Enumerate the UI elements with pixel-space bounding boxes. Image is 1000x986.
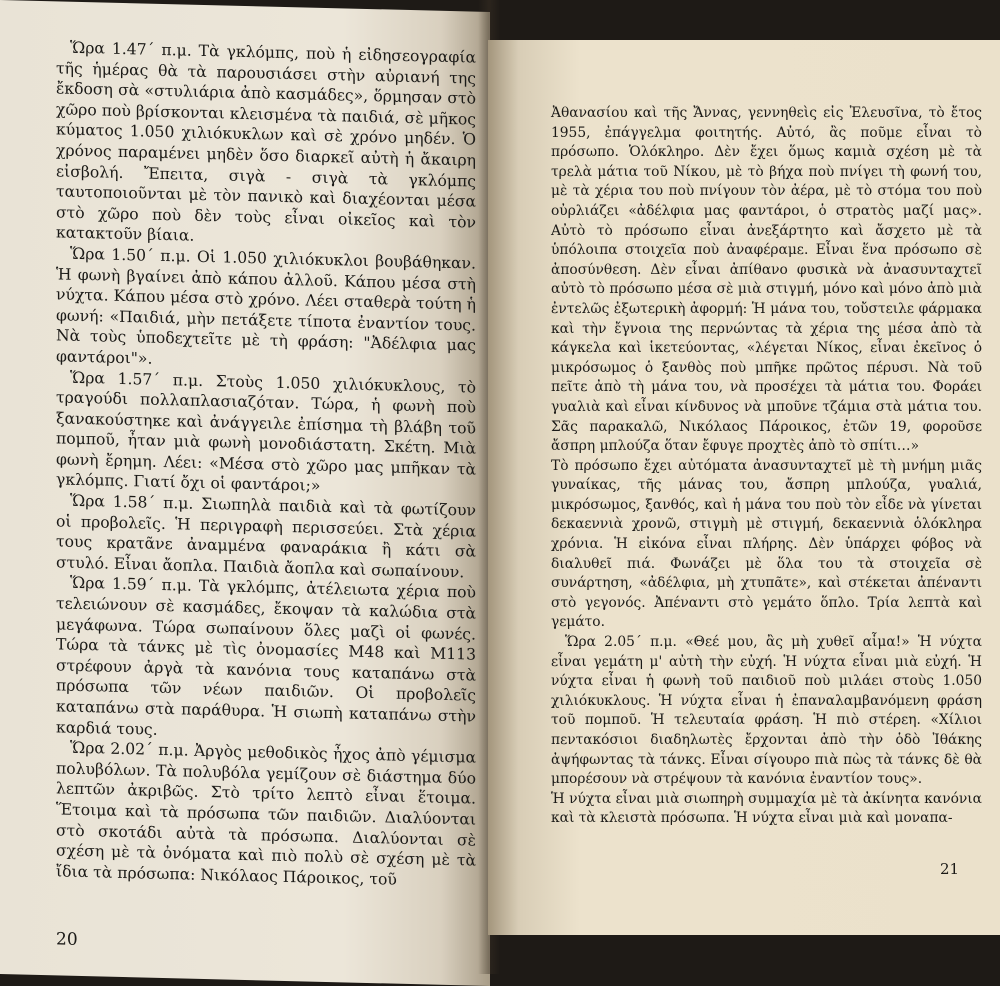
right-page xyxy=(488,40,1000,935)
left-paragraph-5: Ὥρα 1.59΄ π.μ. Τὰ γκλόμπς, ἀτέλειωτα χέρια ποὺ τελειώνουν σὲ κασμάδες, ἔκοψαν τὰ καλώδια στὰ μεγάφωνα. Τώρα σωπαίνουν ὅλες μαζὶ οἱ φωνές. Τώρα τὰ τάνκς μὲ τὶς ὀνομασίες Μ48 καὶ Μ113 στρέφουν ἀργὰ τὰ κανόνια τους καταπάνω στὰ πρόσωπα τῶν νέων παιδιῶν. Οἱ προβολεῖς καταπάνω στὰ παράθυρα. Ἡ σιωπὴ καταπάνω στὴν καρδιά τους. xyxy=(56,574,476,739)
right-paragraph-3: Ὥρα 2.05΄ π.μ. «Θεέ μου, ἂς μὴ χυθεῖ αἷμα!» Ἡ νύχτα εἶναι γεμάτη μ' αὐτὴ τὴν εὐχή. Ἡ νύχτα εἶναι μιὰ εὐχή. Ἡ νύχτα εἶναι ἡ φωνὴ τοῦ παιδιοῦ ποὺ μιλάει στοὺς 1.050 χιλιόκυκλους. Ἡ νύχτα εἶναι ἡ ἐπαναλαμβανόμενη φράση τοῦ πομποῦ. Ἡ τελευταία φράση. Ἡ πιὸ στέρεη. «Χίλιοι πεντακόσιοι διαδηλωτὲς ἔρχονται ἀπὸ τὴν ὁδὸ Ἰθάκης ἀψήφωντας τὰ τάνκς. Εἶναι σίγουρο πιὰ πὼς τὰ τάνκς δὲ θὰ μπορέσουν νὰ στρέψουν τὰ κανόνια ἐναντίον τους». xyxy=(551,634,982,788)
left-paragraph-2: Ὥρα 1.50΄ π.μ. Οἱ 1.050 χιλιόκυκλοι βουβάθηκαν. Ἡ φωνὴ βγαίνει ἀπὸ κάπου ἀλλοῦ. Κάπου μέσα στὴ νύχτα. Κάπου μέσα στὸ χρόνο. Λέει σταθερὰ τούτη ἡ φωνή: «Παιδιά, μὴν πετάξετε τίποτα ἐναντίον τους. Νὰ τοὺς ὑποδεχτεῖτε μὲ τὴ φράση: "Ἀδέλφια μας φαντάροι"». xyxy=(56,244,476,368)
left-paragraph-3: Ὥρα 1.57΄ π.μ. Στοὺς 1.050 χιλιόκυκλους, τὸ τραγούδι πολλαπλασιαζόταν. Τώρα, ἡ φωνὴ ποὺ ξανακούστηκε καὶ ἀνάγγειλε ἐπίσημα τὴ βλάβη τοῦ πομποῦ, ἦταν μιὰ φωνὴ μονοδιάστατη. Σκέτη. Μιὰ φωνὴ ἔρημη. Λέει: «Μέσα στὸ χῶρο μας μπῆκαν τὰ γκλόμπς. Γιατί ὄχι οἱ φαντάροι;» xyxy=(56,368,476,496)
right-paragraph-4: Ἡ νύχτα εἶναι μιὰ σιωπηρὴ συμμαχία μὲ τὰ ἀκίνητα κανόνια καὶ τὰ κλειστὰ πρόσωπα. Ἡ νύχτα εἶναι μιὰ καὶ μοναπα- xyxy=(551,790,982,827)
right-paragraph-2: Τὸ πρόσωπο ἔχει αὐτόματα ἀνασυνταχτεῖ μὲ τὴ μνήμη μιᾶς γυναίκας, τῆς μάνας του, ἄσπρη μπλούζα, γυαλιά, μικρόσωμος, ξανθός, καὶ ἡ μάνα του ποὺ τὸν εἶδε νὰ γίνεται δεκαεννιὰ χρονῶ, στιγμὴ μὲ στιγμή, δεκαεννιὰ ὁλόκληρα χρόνια. Ἡ εἰκόνα εἶναι πλήρης. Δὲν ὑπάρχει φόβος νὰ διαλυθεῖ πιά. Φωνάζει μὲ ὅλα του τὰ στοιχεῖα σὲ συνάρτηση, «ἀδέλφια, μὴ χτυπᾶτε», καὶ στέκεται ἀπέναντι στὸ γεγονός. Ἀπέναντι στὸ γεμάτο ὅπλο. Τρία λεπτὰ καὶ γεμάτο. xyxy=(551,457,982,631)
left-paragraph-4: Ὥρα 1.58΄ π.μ. Σιωπηλὰ παιδιὰ καὶ τὰ φωτίζουν οἱ προβολεῖς. Ἡ περιγραφὴ περισσεύει. Στὰ χέρια τους κρατᾶνε ἀναμμένα φαναράκια ἢ κάτι σὰ στυλό. Εἶναι ἄοπλα. Παιδιὰ ἄοπλα καὶ σωπαίνουν. xyxy=(56,491,476,582)
left-page-number: 20 xyxy=(56,929,78,950)
left-paragraph-6: Ὥρα 2.02΄ π.μ. Ἀργὸς μεθοδικὸς ἦχος ἀπὸ γέμισμα πολυβόλων. Τὰ πολυβόλα γεμίζουν σὲ διάστημα δύο λεπτῶν ἀκριβῶς. Στὸ τρίτο λεπτὸ εἶναι ἕτοιμα. Ἕτοιμα καὶ τὰ πρόσωπα τῶν παιδιῶν. Διαλύονται στὸ σκοτάδι αὐτὰ τὰ πρόσωπα. Διαλύονται σὲ σχέση μὲ τὰ ὀνόματα καὶ πιὸ πολὺ σὲ σχέση μὲ τὰ ἴδια τὰ πρόσωπα: Νικόλαος Πάροικος, τοῦ xyxy=(56,738,476,889)
left-page xyxy=(0,0,490,986)
right-page-number: 21 xyxy=(940,860,960,878)
left-paragraph-1: Ὥρα 1.47΄ π.μ. Τὰ γκλόμπς, ποὺ ἡ εἰδησεογραφία τῆς ἡμέρας θὰ τὰ παρουσιάσει στὴν αὐριανή της ἔκδοση σὰ «στυλιάρια ἀπὸ κασμάδες», ὅρμησαν στὸ χῶρο ποὺ βρίσκονται κλεισμένα τὰ παιδιά, σὲ μῆκος κύματος 1.050 χιλιόκυκλων καὶ σὲ χρόνο μηδέν. Ὁ χρόνος παραμένει μηδὲν ὅσο διαρκεῖ αὐτὴ ἡ ἄκαιρη εἰσβολή. Ἔπειτα, σιγὰ - σιγὰ τὰ γκλόμπς ταυτοποιοῦνται μὲ τὸν πανικὸ καὶ διαχέονται μέσα στὸ χῶρο ποὺ δὲν τοὺς εἶναι οἰκεῖος καὶ τὸν κατακτοῦν βίαια. xyxy=(56,38,476,246)
right-paragraph-1: Ἀθανασίου καὶ τῆς Ἄννας, γεννηθεὶς εἰς Ἐλευσῖνα, τὸ ἔτος 1955, ἐπάγγελμα φοιτητής. Αὐτό, ἂς ποῦμε εἶναι τὸ πρόσωπο. Ὁλόκληρο. Δὲν ἔχει ὅμως καμιὰ σχέση μὲ τὰ τρελὰ μάτια τοῦ Νίκου, μὲ τὸ βήχα ποὺ πνίγει τὴ φωνή του, μὲ τὰ χέρια του ποὺ πνίγουν τὸν ἀέρα, μὲ τὸ στόμα του ποὺ οὐρλιάζει «ἀδέλφια μας φαντάροι, ὁ στρατὸς μαζί μας». Αὐτὸ τὸ πρόσωπο εἶναι ἀνεξάρτητο καὶ ἄσχετο μὲ τὰ ὑπόλοιπα στοιχεῖα ποὺ ἀναφέραμε. Εἶναι ἕνα πρόσωπο σὲ ἀποσύνθεση. Δὲν εἶναι ἀπίθανο φυσικὰ νὰ ἀνασυνταχτεῖ αὐτὸ τὸ πρόσωπο μέσα σὲ μιὰ στιγμή, μόνο καὶ μόνο ἀπὸ μιὰ ἐντελῶς ἐξωτερικὴ ἀφορμή: Ἡ μάνα του, τοὔστειλε φάρμακα καὶ τὴν ἔγνοια της περνώντας τὰ χέρια της μέσα ἀπὸ τὰ κάγκελα καὶ ἱκετεύοντας, «λέγεται Νίκος, εἶναι ἐκεῖνος ὁ μικρόσωμος ὁ ξανθὸς ποὺ μπῆκε πρῶτος πέρυσι. Νὰ τοῦ πεῖτε ἀπὸ τὴ μάνα του, νὰ προσέχει τὰ μάτια του. Φοράει γυαλιὰ καὶ εἶναι κίνδυνος νὰ μποῦνε τζάμια στὰ μάτια του. Σᾶς παρακαλῶ, Νικόλαος Πάροικος, ἐτῶν 19, φοροῦσε ἄσπρη μπλούζα ὅταν ἔφυγε προχτὲς ἀπὸ τὸ σπίτι…» xyxy=(551,105,982,455)
